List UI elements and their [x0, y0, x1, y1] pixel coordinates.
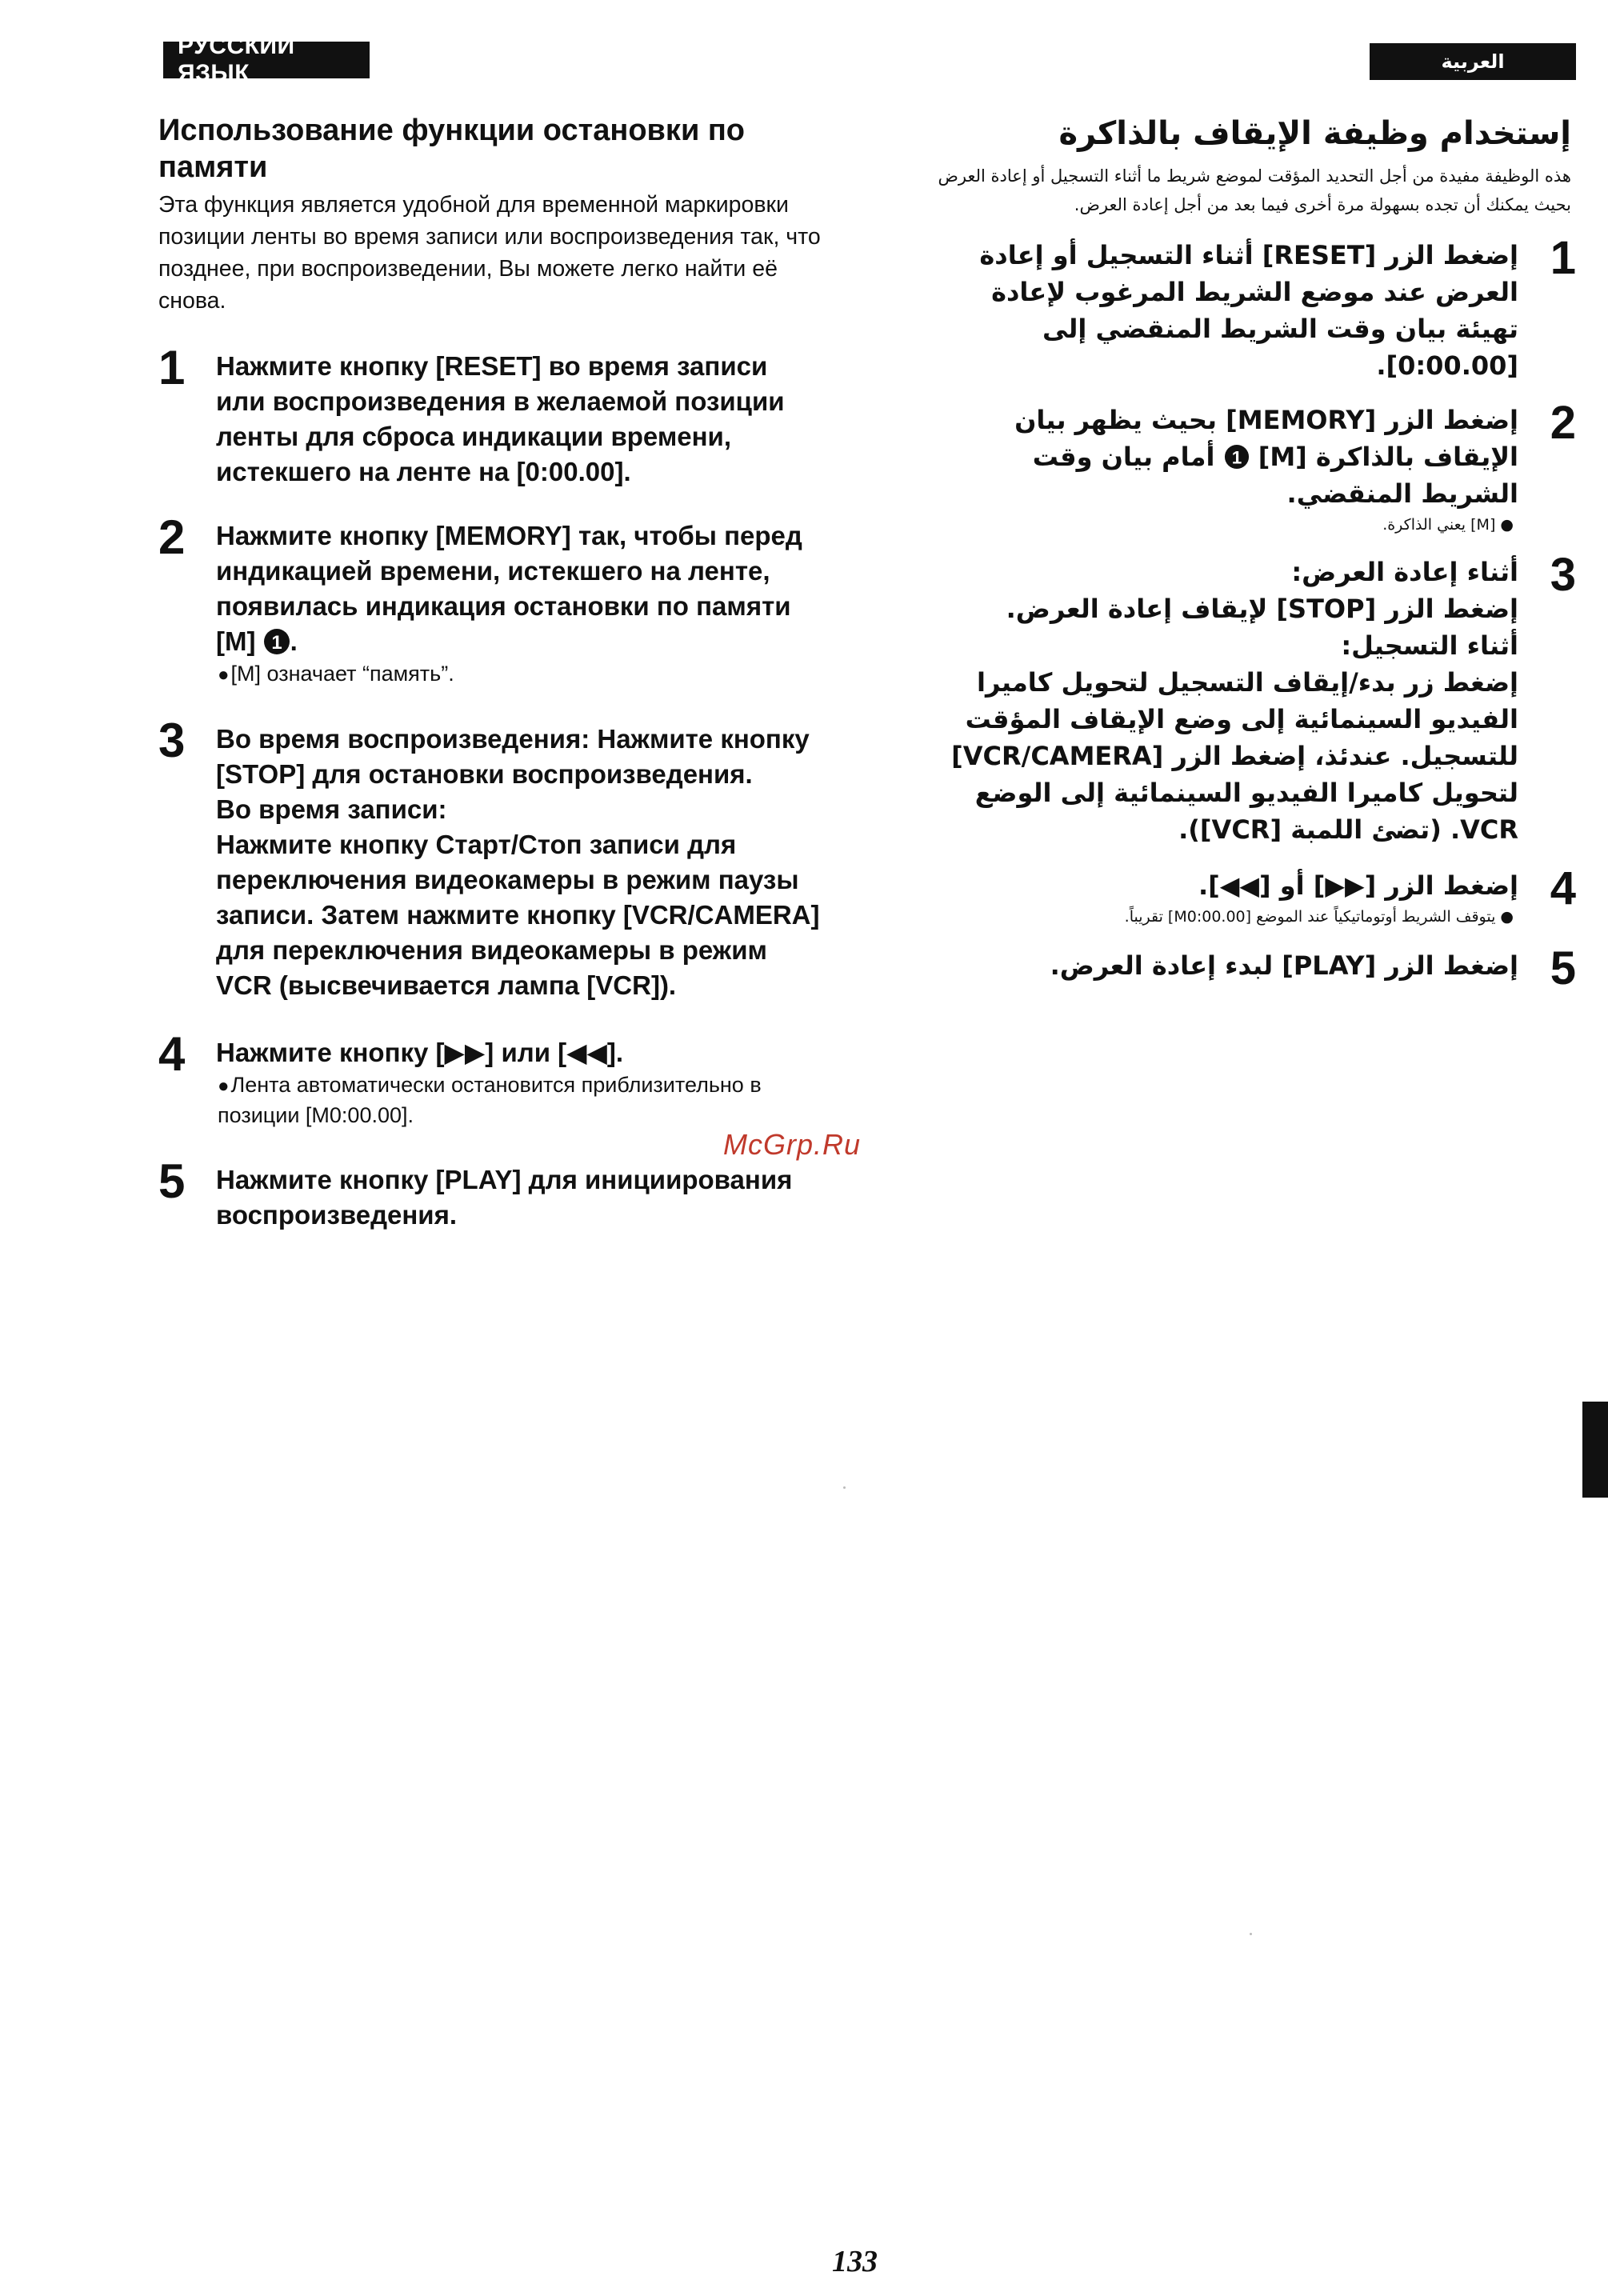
ar-step-text-sub: أثناء التسجيل: — [1341, 630, 1518, 661]
ru-step-text: Нажмите кнопку [RESET] во время записи или воспроизведения в желаемой позиции ленты для сброса индикации времени, истекшего на ленте на [0:00.00]. — [216, 351, 785, 486]
ar-step-2 — [936, 397, 1576, 538]
ar-step-2-end: أمام بيان وقت الشريط المنقضي. — [1032, 442, 1518, 509]
ru-step-text: Нажмите кнопку [▶▶] или [◀◀]. — [216, 1038, 624, 1067]
ar-step-5 — [936, 942, 1576, 994]
ar-step-text: أثناء إعادة العرض: — [1291, 557, 1518, 587]
ar-step-number: 3 — [1550, 549, 1576, 601]
ru-step-1 — [158, 341, 822, 490]
bullet-icon: ● — [218, 664, 230, 686]
ar-step-number: 2 — [1550, 397, 1576, 449]
ar-step-number: 5 — [1550, 942, 1576, 994]
ar-section-title: إستخدام وظيفة الإيقاف بالذاكرة — [1058, 115, 1571, 152]
ar-step-text: إضغط الزر [▶▶] أو [◀◀]. — [1198, 870, 1518, 901]
ar-step-3 — [936, 549, 1576, 848]
ru-step-note — [216, 1070, 822, 1130]
ru-step-number: 5 — [158, 1154, 186, 1208]
ar-step-1 — [936, 232, 1576, 384]
ar-step-note: ● يتوقف الشريط أوتوماتيكياً عند الموضع [M0:00.00] تقريباً. — [1124, 908, 1514, 926]
ar-step-text — [936, 402, 1518, 512]
ru-section-title: Использование функции остановки по памяти — [158, 114, 746, 184]
circled-number-1-icon — [1224, 444, 1250, 470]
ru-intro-text: Эта функция является удобной для временной маркировки позиции ленты во время записи или воспроизведения так, что позднее, при воспроизведении, Вы можете легко найти её снова. — [158, 192, 821, 314]
ru-step-2-end: . — [290, 626, 298, 656]
page-number: 133 — [832, 2245, 878, 2278]
circled-number-1-icon — [263, 628, 290, 655]
scan-speck — [1250, 1933, 1252, 1935]
watermark: McGrp.Ru — [723, 1128, 862, 1161]
ru-step-text-sub: Во время записи: — [216, 794, 447, 824]
ar-step-2-main: إضغط الزر [MEMORY] بحيث يظهر بيان الإيقاف بالذاكرة [M] — [1014, 405, 1518, 472]
ar-step-text-sub: إضغط زر بدء/إيقاف التسجيل لتحويل كاميرا الفيديو السينمائية إلى وضع الإيقاف المؤقت للتسجيل. عندئذ، إضغط الزر [VCR/CAMERA] لتحويل كاميرا الفيديو السينمائية إلى الوضع VCR. (تضئ اللمبة [VCR]). — [951, 667, 1518, 845]
circled-marker-label: 1 — [1231, 447, 1242, 468]
ru-step-number: 3 — [158, 714, 186, 767]
ru-step-number: 2 — [158, 510, 186, 564]
ar-step-number: 4 — [1550, 862, 1576, 914]
ru-step-2-main: Нажмите кнопку [MEMORY] так, чтобы перед индикацией времени, истекшего на ленте, появилась индикация остановки по памяти [M] — [216, 521, 802, 656]
ar-note-text: [M] يعني الذاكرة. — [1382, 516, 1496, 534]
ru-step-4 — [158, 1027, 822, 1130]
ru-step-note — [216, 659, 822, 690]
ru-step-text-sub: Нажмите кнопку Старт/Стоп записи для переключения видеокамеры в режим паузы записи. Затем нажмите кнопку [VCR/CAMERA] для переключения видеокамеры в режим VCR (высвечивается лампа [VCR]). — [216, 830, 820, 1000]
language-tab-russian: РУССКИЙ ЯЗЫК — [163, 42, 370, 78]
section-edge-marker — [1582, 1402, 1608, 1498]
scan-speck — [843, 1486, 846, 1489]
ru-step-number: 4 — [158, 1027, 186, 1081]
ar-step-number: 1 — [1550, 232, 1576, 284]
ar-note-text: يتوقف الشريط أوتوماتيكياً عند الموضع [M0:00.00] تقريباً. — [1124, 908, 1496, 926]
ar-intro-text: هذه الوظيفة مفيدة من أجل التحديد المؤقت لموضع شريط ما أثناء التسجيل أو إعادة العرض بحيث يمكنك أن تجده بسهولة مرة أخرى فيما بعد من أجل إعادة العرض. — [938, 166, 1571, 214]
bullet-icon: ● — [218, 1075, 230, 1097]
ru-step-3 — [158, 714, 822, 1003]
language-tab-arabic: العربية — [1370, 43, 1576, 80]
ar-step-text: إضغط الزر [RESET] أثناء التسجيل أو إعادة العرض عند موضع الشريط المرغوب لإعادة تهيئة بيان وقت الشريط المنقضي إلى [0:00.00]. — [979, 240, 1518, 381]
ar-step-note: ● [M] يعني الذاكرة. — [1382, 516, 1514, 534]
circled-marker-label: 1 — [270, 632, 282, 654]
ar-step-text-sub: إضغط الزر [STOP] لإيقاف إعادة العرض. — [1006, 594, 1518, 624]
ru-step-5 — [158, 1154, 822, 1233]
ru-note-text: Лента автоматически остановится приблизительно в позиции [M0:00.00]. — [218, 1073, 762, 1127]
ru-note-text: [M] означает “память”. — [230, 662, 454, 686]
arabic-column — [936, 110, 1576, 994]
ru-step-number: 1 — [158, 341, 186, 394]
ar-step-4 — [936, 862, 1576, 930]
ru-step-text: Нажмите кнопку [PLAY] для инициирования воспроизведения. — [216, 1165, 793, 1230]
ru-step-text — [216, 518, 822, 659]
ru-step-text: Во время воспроизведения: Нажмите кнопку [STOP] для остановки воспроизведения. — [216, 724, 810, 789]
ru-step-2 — [158, 510, 822, 690]
russian-column — [158, 112, 822, 1233]
ar-step-text: إضغط الزر [PLAY] لبدء إعادة العرض. — [1050, 950, 1518, 981]
